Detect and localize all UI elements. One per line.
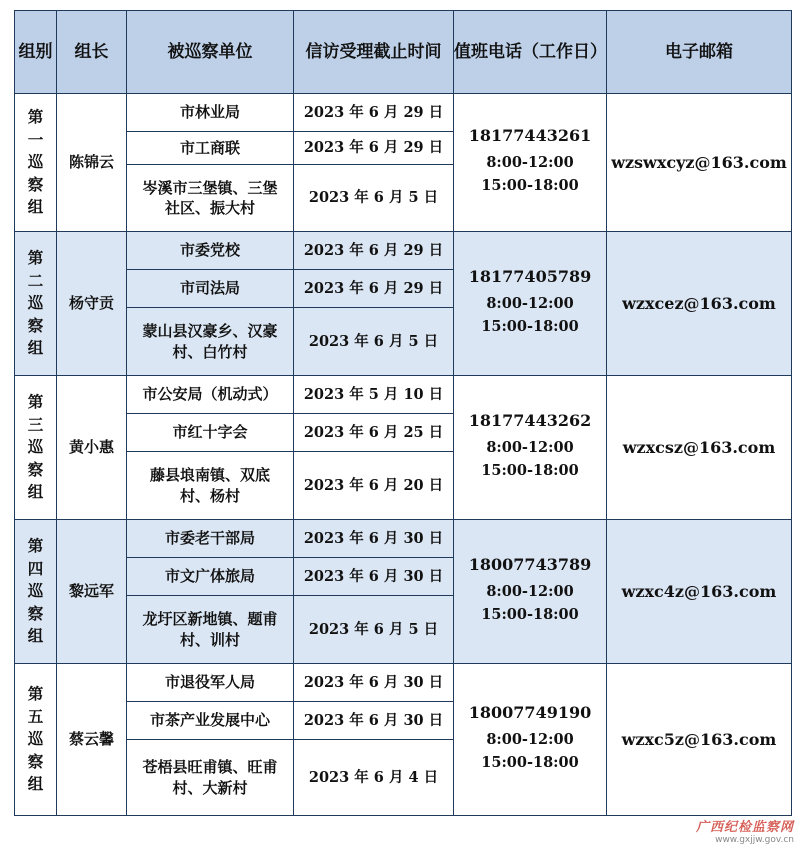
inspected-unit: 市公安局（机动式） <box>127 376 294 414</box>
inspected-unit: 市茶产业发展中心 <box>127 702 294 740</box>
duty-phone-cell <box>454 520 607 664</box>
petition-deadline: 2023 年 6 月 4 日 <box>294 740 454 816</box>
group-name: 第 四 巡 察 组 <box>27 536 44 646</box>
group-name-cell <box>15 664 57 816</box>
inspected-unit: 蒙山县汉豪乡、汉豪村、白竹村 <box>127 308 294 376</box>
office-hours-morning: 8:00-12:00 <box>486 582 574 600</box>
inspected-unit: 市红十字会 <box>127 414 294 452</box>
group-name-cell <box>15 520 57 664</box>
group-leader: 陈锦云 <box>57 94 127 232</box>
duty-phone-number: 18177443261 <box>468 126 592 146</box>
header-phone: 值班电话（工作日） <box>454 11 607 94</box>
table-row <box>15 94 792 132</box>
email-address: wzxcsz@163.com <box>607 376 792 520</box>
inspected-unit: 市委党校 <box>127 232 294 270</box>
petition-deadline: 2023 年 5 月 10 日 <box>294 376 454 414</box>
table-row <box>15 232 792 270</box>
email-address: wzxcez@163.com <box>607 232 792 376</box>
group-leader: 黄小惠 <box>57 376 127 520</box>
group-leader: 黎远军 <box>57 520 127 664</box>
office-hours-afternoon: 15:00-18:00 <box>481 462 579 480</box>
office-hours-afternoon: 15:00-18:00 <box>481 177 579 195</box>
header-group: 组别 <box>15 11 57 94</box>
petition-deadline: 2023 年 6 月 5 日 <box>294 596 454 664</box>
office-hours-afternoon: 15:00-18:00 <box>481 606 579 624</box>
email-address: wzxc4z@163.com <box>607 520 792 664</box>
group-name-cell <box>15 376 57 520</box>
petition-deadline: 2023 年 6 月 30 日 <box>294 664 454 702</box>
petition-deadline: 2023 年 6 月 29 日 <box>294 270 454 308</box>
group-name: 第 一 巡 察 组 <box>27 107 44 217</box>
duty-phone-number: 18177443262 <box>468 411 592 431</box>
duty-phone-cell <box>454 376 607 520</box>
office-hours-morning: 8:00-12:00 <box>486 153 574 171</box>
petition-deadline: 2023 年 6 月 5 日 <box>294 308 454 376</box>
inspected-unit: 市司法局 <box>127 270 294 308</box>
petition-deadline: 2023 年 6 月 30 日 <box>294 520 454 558</box>
header-email: 电子邮箱 <box>607 11 792 94</box>
inspected-unit: 岑溪市三堡镇、三堡社区、振大村 <box>127 165 294 232</box>
group-name: 第 二 巡 察 组 <box>27 248 44 358</box>
duty-phone-number: 18007743789 <box>468 555 592 575</box>
petition-deadline: 2023 年 6 月 29 日 <box>294 232 454 270</box>
inspected-unit: 市退役军人局 <box>127 664 294 702</box>
inspected-unit: 市林业局 <box>127 94 294 132</box>
inspected-unit: 苍梧县旺甫镇、旺甫村、大新村 <box>127 740 294 816</box>
duty-phone-cell <box>454 232 607 376</box>
office-hours-afternoon: 15:00-18:00 <box>481 754 579 772</box>
table-row <box>15 664 792 702</box>
email-address: wzswxcyz@163.com <box>607 94 792 232</box>
header-row <box>15 11 792 94</box>
duty-phone-cell <box>454 664 607 816</box>
office-hours-morning: 8:00-12:00 <box>486 730 574 748</box>
table-row <box>15 520 792 558</box>
group-name-cell <box>15 232 57 376</box>
site-watermark <box>696 816 794 845</box>
header-leader: 组长 <box>57 11 127 94</box>
petition-deadline: 2023 年 6 月 29 日 <box>294 94 454 132</box>
table-body <box>15 94 792 816</box>
office-hours-morning: 8:00-12:00 <box>486 294 574 312</box>
group-name: 第 五 巡 察 组 <box>27 684 44 794</box>
group-name: 第 三 巡 察 组 <box>27 392 44 502</box>
petition-deadline: 2023 年 6 月 25 日 <box>294 414 454 452</box>
header-unit: 被巡察单位 <box>127 11 294 94</box>
petition-deadline: 2023 年 6 月 20 日 <box>294 452 454 520</box>
watermark-url: www.gxjjw.gov.cn <box>715 835 794 845</box>
petition-deadline: 2023 年 6 月 30 日 <box>294 558 454 596</box>
group-leader: 蔡云馨 <box>57 664 127 816</box>
office-hours-morning: 8:00-12:00 <box>486 438 574 456</box>
duty-phone-number: 18007749190 <box>468 703 592 723</box>
table-row <box>15 376 792 414</box>
inspected-unit: 市工商联 <box>127 132 294 165</box>
petition-deadline: 2023 年 6 月 29 日 <box>294 132 454 165</box>
inspected-unit: 藤县埌南镇、双底村、杨村 <box>127 452 294 520</box>
office-hours-afternoon: 15:00-18:00 <box>481 318 579 336</box>
petition-deadline: 2023 年 6 月 30 日 <box>294 702 454 740</box>
petition-deadline: 2023 年 6 月 5 日 <box>294 165 454 232</box>
inspection-schedule-table <box>14 10 792 816</box>
duty-phone-number: 18177405789 <box>468 267 592 287</box>
group-name-cell <box>15 94 57 232</box>
duty-phone-cell <box>454 94 607 232</box>
email-address: wzxc5z@163.com <box>607 664 792 816</box>
inspected-unit: 龙圩区新地镇、题甫村、训村 <box>127 596 294 664</box>
inspected-unit: 市文广体旅局 <box>127 558 294 596</box>
inspected-unit: 市委老干部局 <box>127 520 294 558</box>
header-deadline: 信访受理截止时间 <box>294 11 454 94</box>
watermark-name: 广西纪检监察网 <box>695 820 794 835</box>
group-leader: 杨守贡 <box>57 232 127 376</box>
